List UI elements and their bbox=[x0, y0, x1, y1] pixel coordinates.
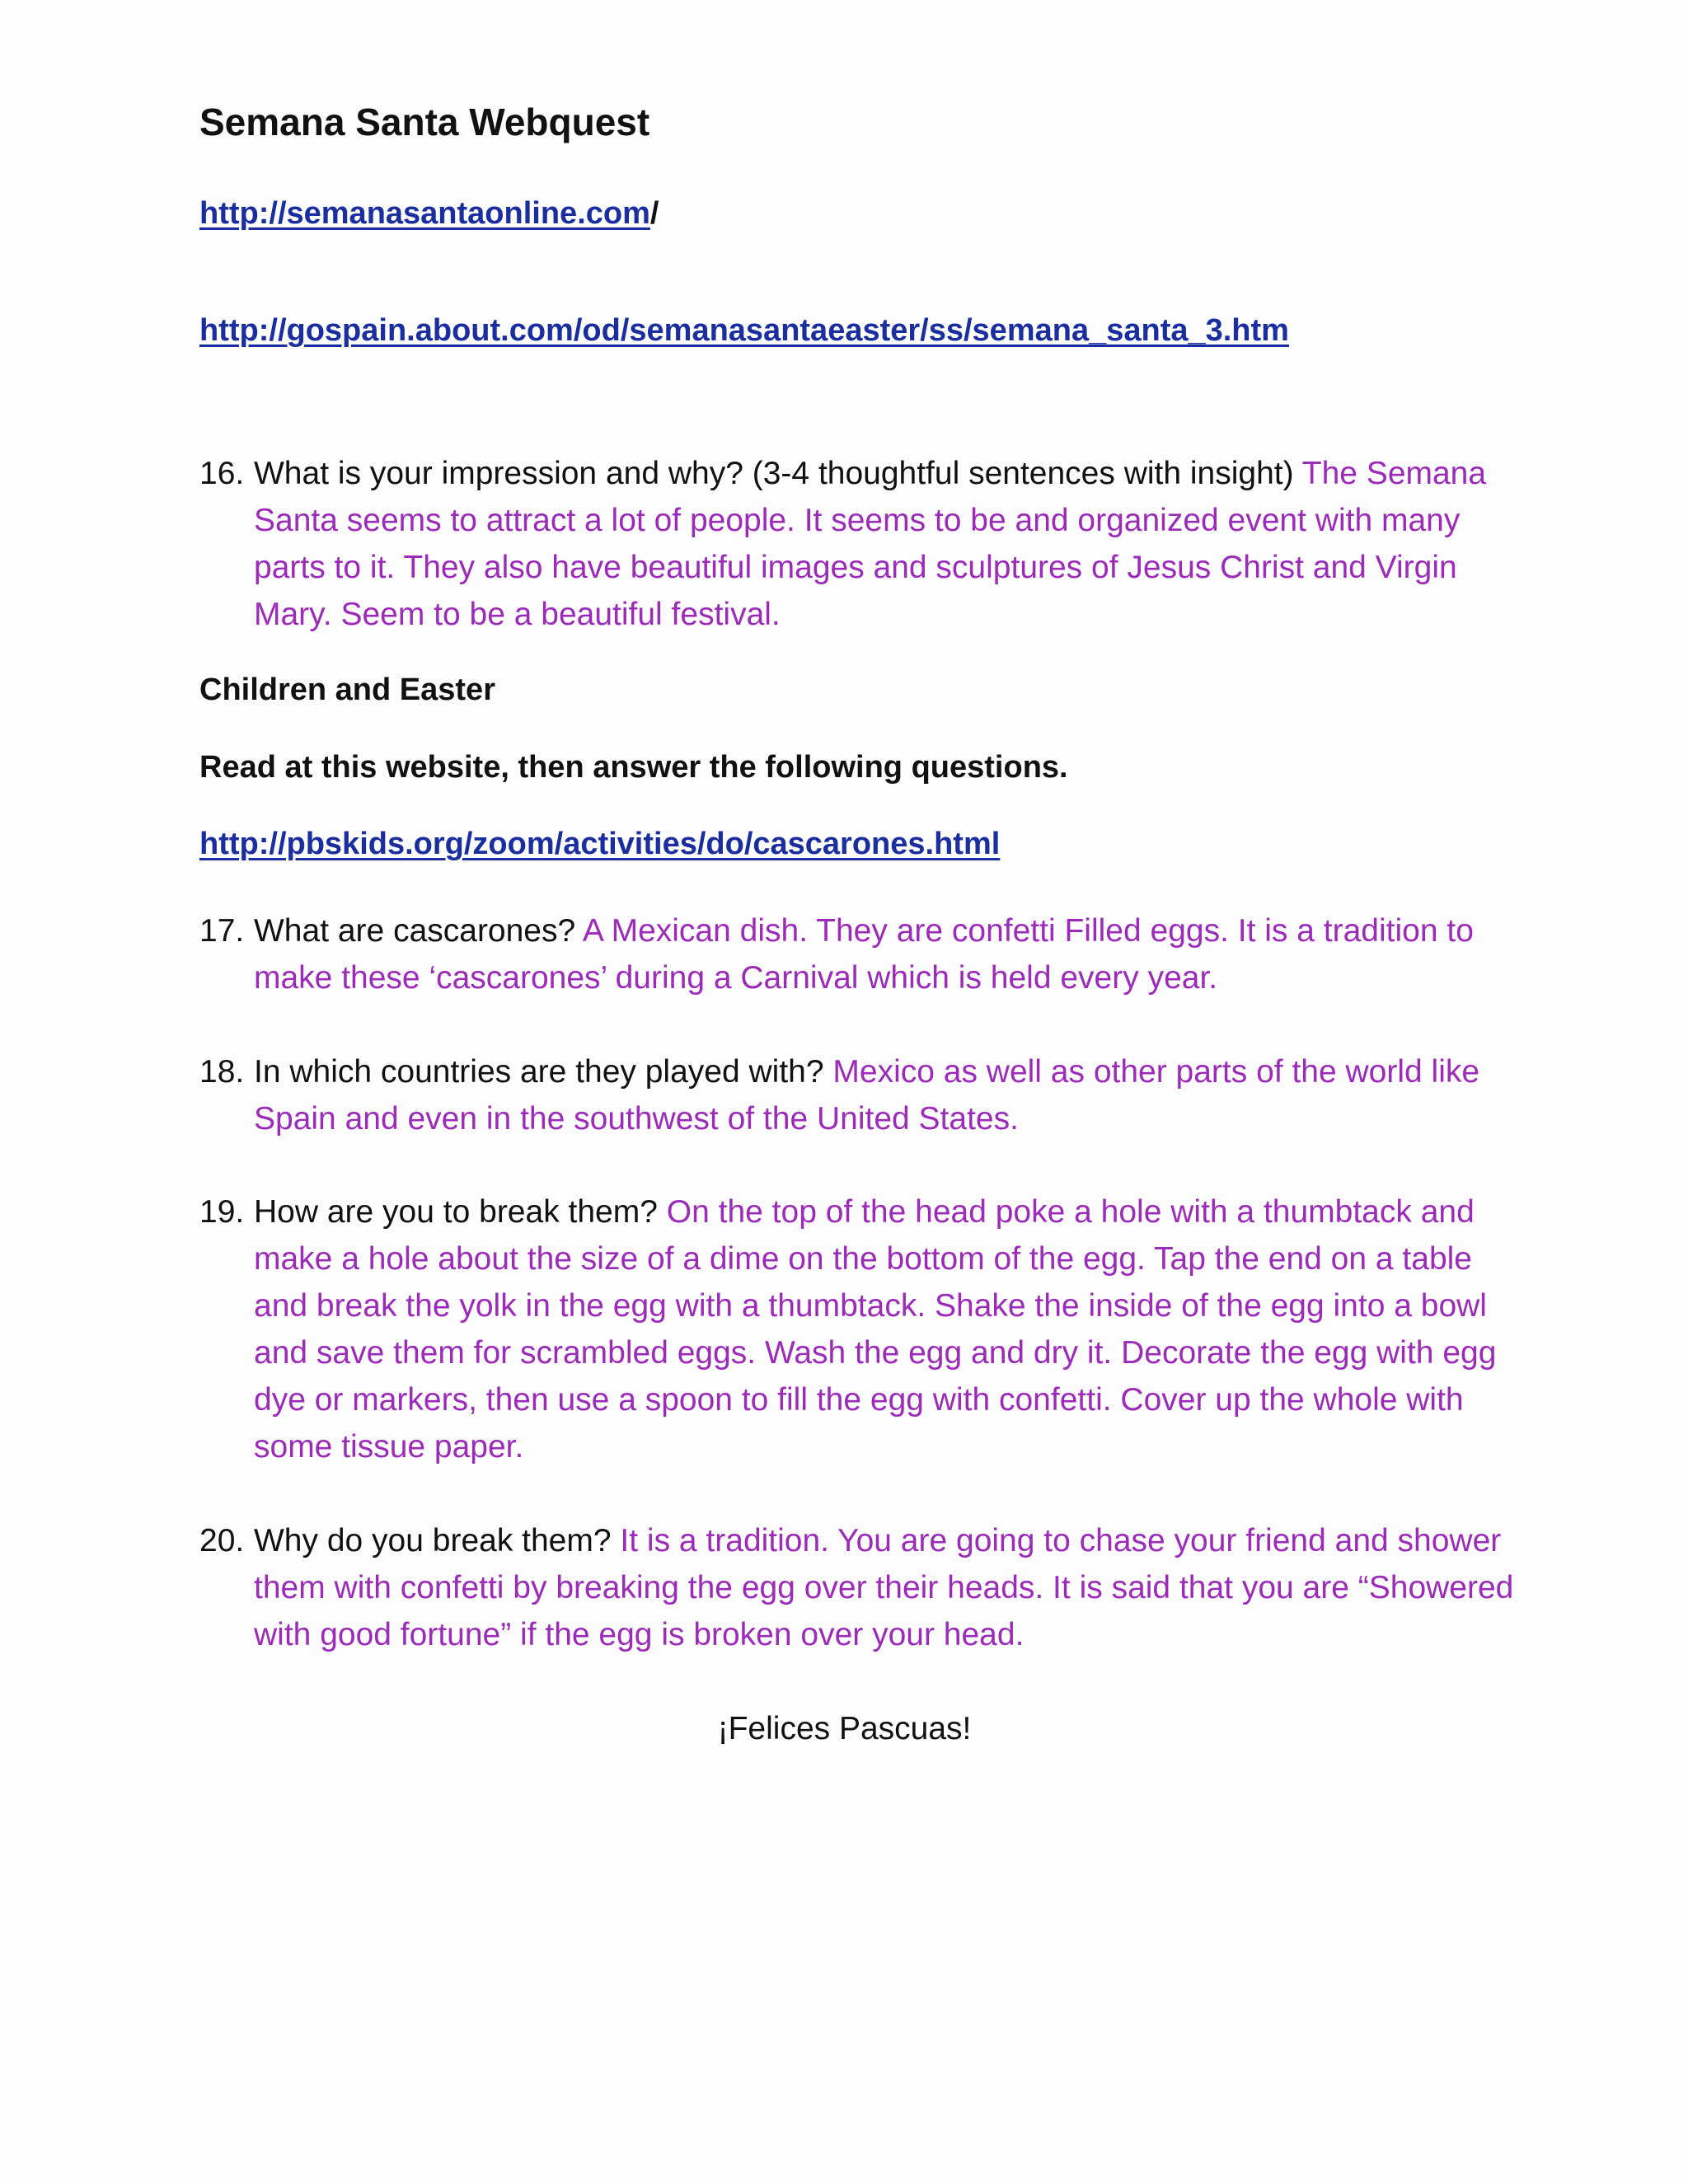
question-prompt: What is your impression and why? (3-4 thoughtful sentences with insight) bbox=[254, 456, 1294, 491]
section-heading: Children and Easter bbox=[199, 673, 495, 707]
link-line-2 bbox=[199, 313, 1289, 349]
question-prompt: Why do you break them? bbox=[254, 1523, 612, 1558]
closing-greeting: ¡Felices Pascuas! bbox=[717, 1711, 972, 1746]
document-title: Semana Santa Webquest bbox=[199, 101, 650, 143]
instruction-text: Read at this website, then answer the following questions. bbox=[199, 750, 1068, 785]
question-19 bbox=[199, 1188, 1518, 1470]
link-line-1 bbox=[199, 196, 659, 232]
question-answer: On the top of the head poke a hole with a thumbtack and make a hole about the size of a dime on the bottom of the egg. Tap the end on a table and break the yolk in the egg with a thumbtack. Shake the inside of the egg into a bowl and save them for scrambled eggs. Wash the egg and dry it. Decorate the egg with egg dye or markers, then use a spoon to fill the egg with confetti. Cover up the whole with some tissue paper. bbox=[254, 1194, 1497, 1465]
question-number: 19. bbox=[199, 1194, 245, 1230]
question-answer: The Semana Santa seems to attract a lot of people. It seems to be and organized event with many parts to it. They also have beautiful images and sculptures of Jesus Christ and Virgin Mary. Seem to be a beautiful festival. bbox=[254, 456, 1487, 632]
question-answer: Mexico as well as other parts of the world like Spain and even in the southwest of the United States. bbox=[254, 1054, 1480, 1137]
question-16 bbox=[199, 450, 1518, 638]
question-prompt: What are cascarones? bbox=[254, 913, 576, 949]
question-number: 20. bbox=[199, 1523, 245, 1558]
question-number: 16. bbox=[199, 456, 245, 491]
question-18 bbox=[199, 1048, 1518, 1142]
link-semanasantaonline[interactable]: http://semanasantaonline.com bbox=[199, 196, 650, 231]
question-prompt: How are you to break them? bbox=[254, 1194, 658, 1230]
question-17 bbox=[199, 907, 1518, 1001]
question-number: 17. bbox=[199, 913, 245, 949]
link-pbskids[interactable]: http://pbskids.org/zoom/activities/do/cascarones.html bbox=[199, 827, 1001, 861]
question-20 bbox=[199, 1517, 1518, 1658]
link-line-3 bbox=[199, 827, 1000, 862]
question-answer: It is a tradition. You are going to chase your friend and shower them with confetti by breaking the egg over their heads. It is said that you are “Showered with good fortune” if the egg is broken over your head. bbox=[254, 1523, 1514, 1652]
link-suffix: / bbox=[649, 196, 659, 231]
question-prompt: In which countries are they played with? bbox=[254, 1054, 824, 1090]
question-number: 18. bbox=[199, 1054, 245, 1090]
link-gospain[interactable]: http://gospain.about.com/od/semanasantaeaster/ss/semana_santa_3.htm bbox=[199, 313, 1289, 348]
question-answer: A Mexican dish. They are confetti Filled eggs. It is a tradition to make these ‘cascarones’ during a Carnival which is held every year. bbox=[254, 913, 1474, 996]
